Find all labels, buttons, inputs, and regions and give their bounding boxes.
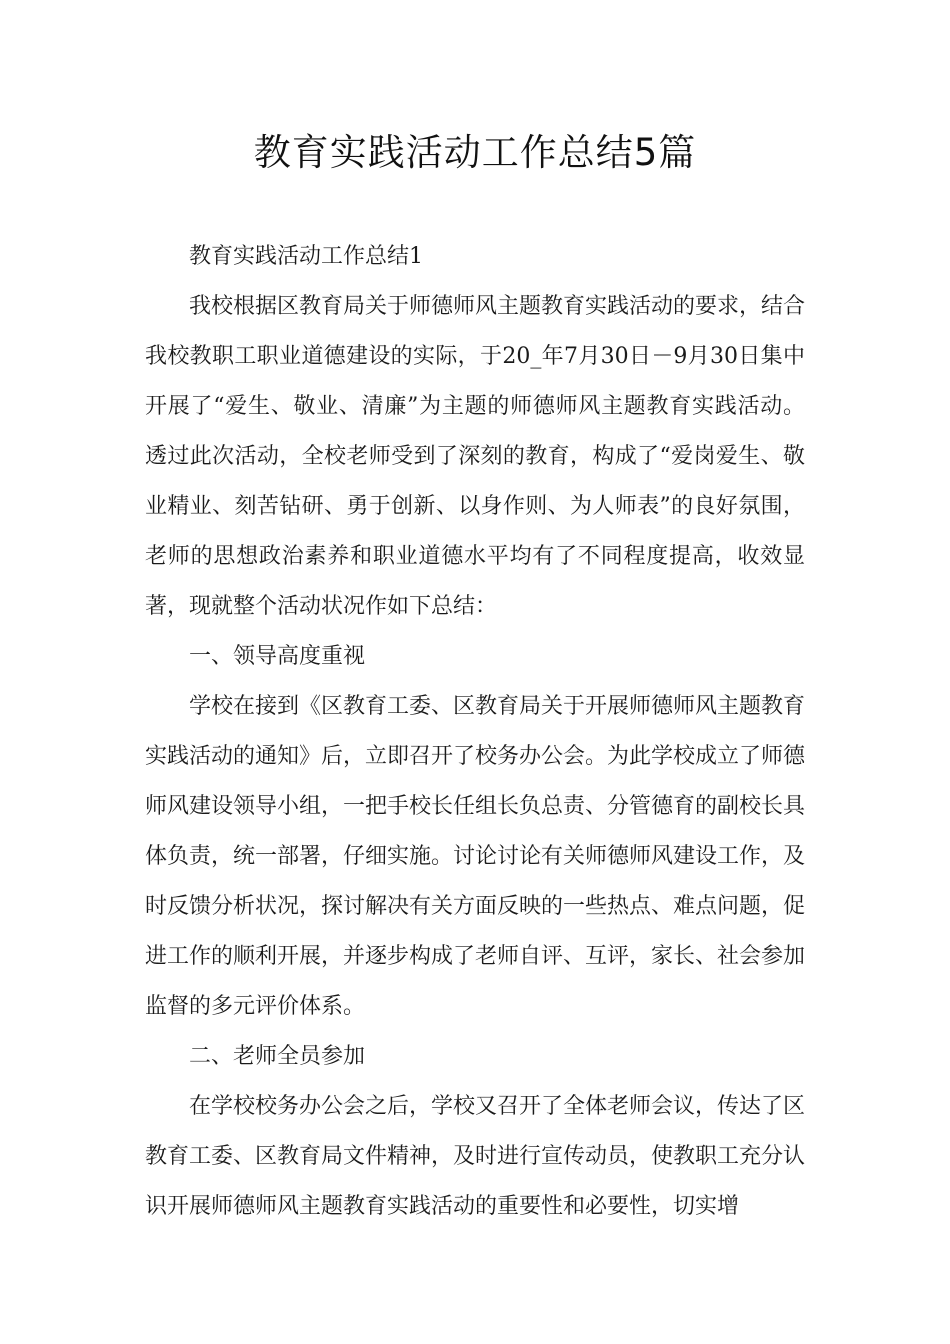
section-heading-2: 二、老师全员参加 (189, 1044, 366, 1069)
document-title: 教育实践活动工作总结5篇 (253, 131, 697, 174)
paragraph-participation: 在学校校务办公会之后，学校又召开了全体老师会议，传达了区教育工委、区教育局文件精神，及时进行宣传动员，使教职工充分认识开展师德师风主题教育实践活动的重要性和必要性，切实增 (145, 1094, 806, 1219)
section-subtitle: 教育实践活动工作总结1 (189, 244, 423, 269)
paragraph-intro: 我校根据区教育局关于师德师风主题教育实践活动的要求，结合我校教职工职业道德建设的实际，于20_年7月30日－9月30日集中开展了“爱生、敬业、清廉”为主题的师德师风主题教育实践活动。透过此次活动，全校老师受到了深刻的教育，构成了“爱岗爱生、敬业精业、刻苦钻研、勇于创新、以身作则、为人师表”的良好氛围，老师的思想政治素养和职业道德水平均有了不同程度提高，收效显著，现就整个活动状况作如下总结： (145, 294, 806, 619)
document-body (145, 232, 805, 1232)
paragraph-leadership: 学校在接到《区教育工委、区教育局关于开展师德师风主题教育实践活动的通知》后，立即召开了校务办公会。为此学校成立了师德师风建设领导小组，一把手校长任组长负总责、分管德育的副校长具体负责，统一部署，仔细实施。讨论讨论有关师德师风建设工作，及时反馈分析状况，探讨解决有关方面反映的一些热点、难点问题，促进工作的顺利开展，并逐步构成了老师自评、互评，家长、社会参加监督的多元评价体系。 (145, 694, 806, 1019)
section-heading-1: 一、领导高度重视 (189, 644, 366, 669)
